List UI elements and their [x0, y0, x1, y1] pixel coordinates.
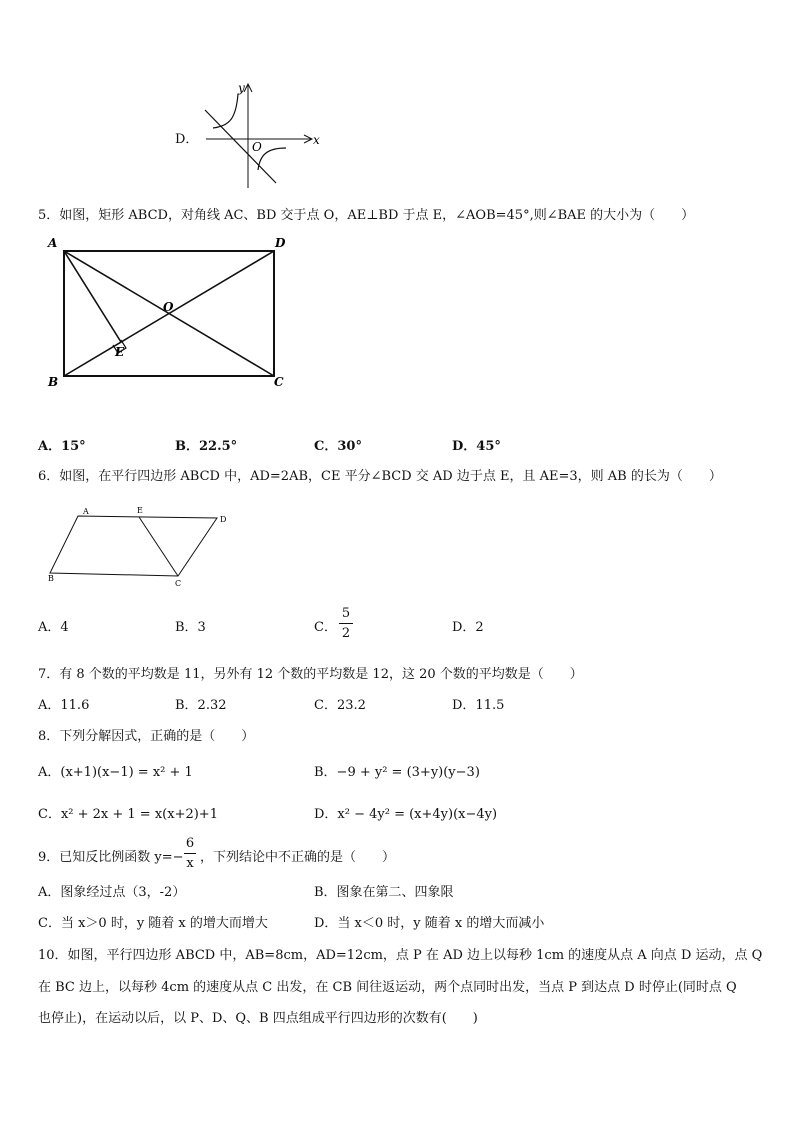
- q6-option-c: C．: [314, 620, 337, 635]
- q8-stem: 8．下列分解因式，正确的是（ ）: [38, 729, 255, 744]
- q9-stem-prefix: 9．已知反比例函数 y=−: [38, 850, 184, 865]
- q6-option-c-fraction: [339, 607, 353, 640]
- q6-label-c: C: [175, 579, 182, 588]
- q6-fraction-numerator: 5: [341, 606, 351, 621]
- q10-line-1: 10．如图，平行四边形 ABCD 中，AB=8cm，AD=12cm，点 P 在 AD 边上以每秒 1cm 的速度从点 A 向点 D 运动，点 Q: [38, 948, 763, 963]
- q6-label-d: D: [220, 515, 227, 524]
- q9-fraction: [184, 837, 196, 870]
- q6-label-a: A: [83, 507, 89, 516]
- q5-label-o: O: [163, 300, 174, 314]
- q6-fraction-denominator: 2: [341, 626, 351, 641]
- q5-option-c: C．30°: [314, 439, 362, 454]
- q7-option-a: A．11.6: [38, 698, 90, 713]
- q5-label-d: D: [275, 236, 286, 250]
- q5-option-a: A．15°: [38, 439, 86, 454]
- q7-option-b: B．2.32: [175, 698, 227, 713]
- q6-option-d: D．2: [452, 620, 484, 635]
- q9-option-d: D．当 x＜0 时，y 随着 x 的增大而减小: [314, 916, 545, 931]
- q6-label-b: B: [48, 574, 54, 583]
- q8-option-c: C．x² + 2x + 1 = x(x+2)+1: [38, 807, 218, 822]
- q7-option-c: C．23.2: [314, 698, 366, 713]
- y-axis-label: y: [238, 81, 245, 95]
- q5-label-c: C: [274, 375, 284, 389]
- q10-line-3: 也停止)，在运动以后，以 P、D、Q、B 四点组成平行四边形的次数有( ): [38, 1011, 478, 1026]
- q5-label-a: A: [48, 236, 58, 250]
- q9-stem-suffix: ，下列结论中不正确的是（ ）: [200, 850, 396, 865]
- q6-label-e: E: [137, 506, 143, 515]
- q10-line-2: 在 BC 边上，以每秒 4cm 的速度从点 C 出发，在 CB 间往返运动，两个点同时出发，当点 P 到达点 D 时停止(同时点 Q: [38, 980, 737, 995]
- q8-option-b: B．−9 + y² = (3+y)(y−3): [314, 765, 480, 780]
- q5-option-b: B．22.5°: [175, 439, 238, 454]
- origin-label: O: [252, 140, 262, 154]
- q5-option-d: D．45°: [452, 439, 501, 454]
- q6-stem: 6．如图，在平行四边形 ABCD 中，AD=2AB，CE 平分∠BCD 交 AD 边于点 E，且 AE=3，则 AB 的长为（ ）: [38, 469, 722, 484]
- x-axis-label: x: [313, 133, 320, 147]
- q9-option-c: C．当 x＞0 时，y 随着 x 的增大而增大: [38, 916, 268, 931]
- q6-option-b: B．3: [175, 620, 206, 635]
- q4-option-d-graph: [200, 78, 325, 190]
- q6-option-a: A．4: [38, 620, 69, 635]
- q9-option-a: A．图象经过点（3，-2）: [38, 885, 186, 900]
- q9-fraction-denominator: x: [186, 856, 194, 871]
- q8-option-d: D．x² − 4y² = (x+4y)(x−4y): [314, 807, 498, 822]
- q9-option-b: B．图象在第二、四象限: [314, 885, 454, 900]
- q7-stem: 7．有 8 个数的平均数是 11，另外有 12 个数的平均数是 12，这 20 个数的平均数是（ ）: [38, 667, 583, 682]
- q5-label-e: E: [115, 345, 125, 359]
- q7-option-d: D．11.5: [452, 698, 505, 713]
- q6-parallelogram-figure: [40, 502, 240, 592]
- q4-option-d-label: D．: [175, 132, 199, 147]
- q5-rectangle-figure: [40, 234, 300, 394]
- q8-option-a: A．(x+1)(x−1) = x² + 1: [38, 765, 193, 780]
- q5-stem: 5．如图，矩形 ABCD，对角线 AC、BD 交于点 O，AE⊥BD 于点 E，∠AOB=45°,则∠BAE 的大小为（ ）: [38, 208, 695, 223]
- q5-label-b: B: [48, 375, 59, 389]
- q9-fraction-numerator: 6: [185, 836, 195, 851]
